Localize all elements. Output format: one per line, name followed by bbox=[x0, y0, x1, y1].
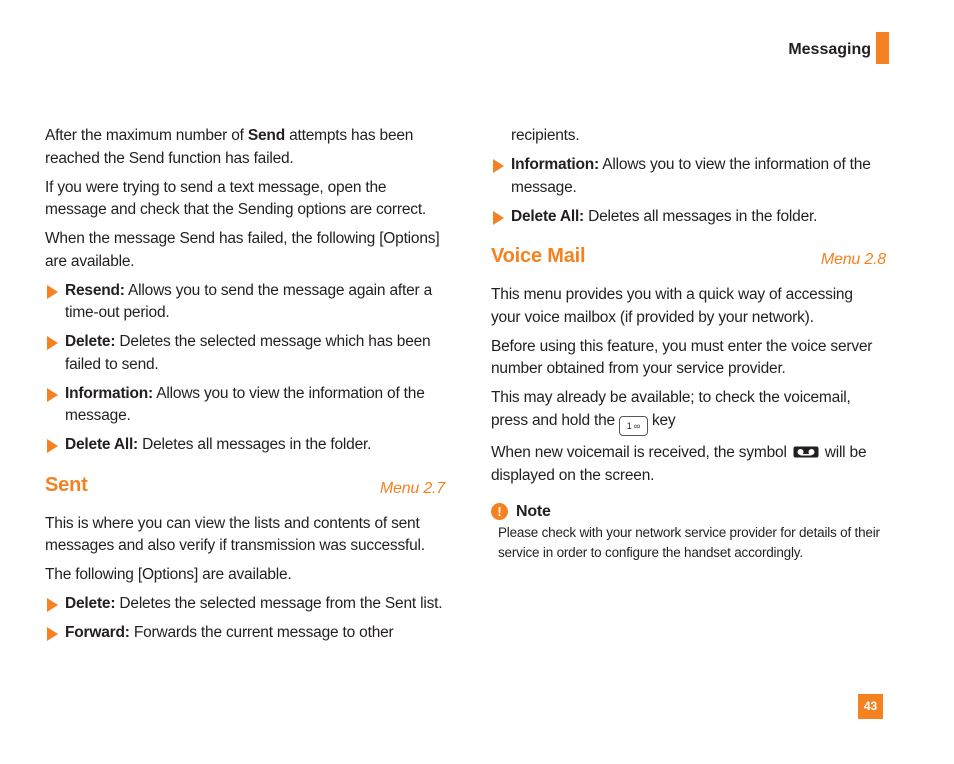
option-delete-all: Delete All: Deletes all messages in the folder. bbox=[491, 206, 886, 229]
sent-section-heading bbox=[45, 474, 445, 500]
note-heading bbox=[491, 501, 886, 523]
section-title: Voice Mail bbox=[491, 245, 586, 267]
section-menu-number: Menu 2.7 bbox=[379, 479, 445, 497]
left-column bbox=[45, 125, 445, 651]
paragraph: This menu provides you with a quick way of accessing your voice mailbox (if provided by your network). bbox=[491, 286, 853, 326]
option-forward: Forward: Forwards the current message to other bbox=[45, 622, 445, 645]
paragraph: This is where you can view the lists and contents of sent messages and also verify if transmission was successful. bbox=[45, 514, 425, 554]
right-column bbox=[491, 125, 886, 563]
paragraph: Before using this feature, you must enter the voice server number obtained from your service provider. bbox=[491, 337, 873, 377]
paragraph: When the message Send has failed, the following [Options] are available. bbox=[45, 230, 440, 270]
voicemail-key-icon: 1 ∞ bbox=[619, 416, 648, 436]
bullet-arrow-icon bbox=[47, 439, 58, 453]
bullet-arrow-icon bbox=[47, 627, 58, 641]
header-accent-bar bbox=[876, 32, 889, 64]
page-header-title: Messaging bbox=[788, 41, 871, 58]
paragraph: When new voicemail is received, the symbol will be displayed on the screen. bbox=[491, 444, 867, 484]
paragraph: The following [Options] are available. bbox=[45, 566, 292, 583]
option-information: Information: Allows you to view the information of the message. bbox=[491, 154, 886, 199]
bullet-arrow-icon bbox=[47, 388, 58, 402]
bullet-arrow-icon bbox=[47, 598, 58, 612]
option-resend: Resend: Allows you to send the message again after a time-out period. bbox=[45, 280, 445, 325]
page-number: 43 bbox=[858, 694, 883, 719]
warning-icon: ! bbox=[491, 503, 508, 520]
option-delete: Delete: Deletes the selected message from the Sent list. bbox=[45, 593, 445, 616]
continuation-text: recipients. bbox=[511, 127, 580, 144]
section-menu-number: Menu 2.8 bbox=[820, 251, 886, 268]
voice-mail-section-heading bbox=[491, 245, 886, 271]
bullet-arrow-icon bbox=[47, 336, 58, 350]
option-delete: Delete: Deletes the selected message which has been failed to send. bbox=[45, 331, 445, 376]
paragraph: After the maximum number of Send attempts has been reached the Send function has failed. bbox=[45, 127, 414, 167]
note-text: Please check with your network service provider for details of their service in order to configure the handset accordingly. bbox=[498, 525, 880, 560]
section-title: Sent bbox=[45, 473, 88, 496]
option-information: Information: Allows you to view the information of the message. bbox=[45, 383, 445, 428]
bullet-arrow-icon bbox=[47, 285, 58, 299]
bullet-arrow-icon bbox=[493, 211, 504, 225]
bullet-arrow-icon bbox=[493, 159, 504, 173]
voicemail-symbol-icon bbox=[793, 446, 819, 458]
paragraph: If you were trying to send a text message, open the message and check that the Sending options are correct. bbox=[45, 178, 427, 218]
note-title: Note bbox=[516, 503, 551, 520]
option-delete-all: Delete All: Deletes all messages in the folder. bbox=[45, 434, 445, 457]
paragraph: This may already be available; to check the voicemail, press and hold the 1 ∞ key bbox=[491, 387, 886, 436]
